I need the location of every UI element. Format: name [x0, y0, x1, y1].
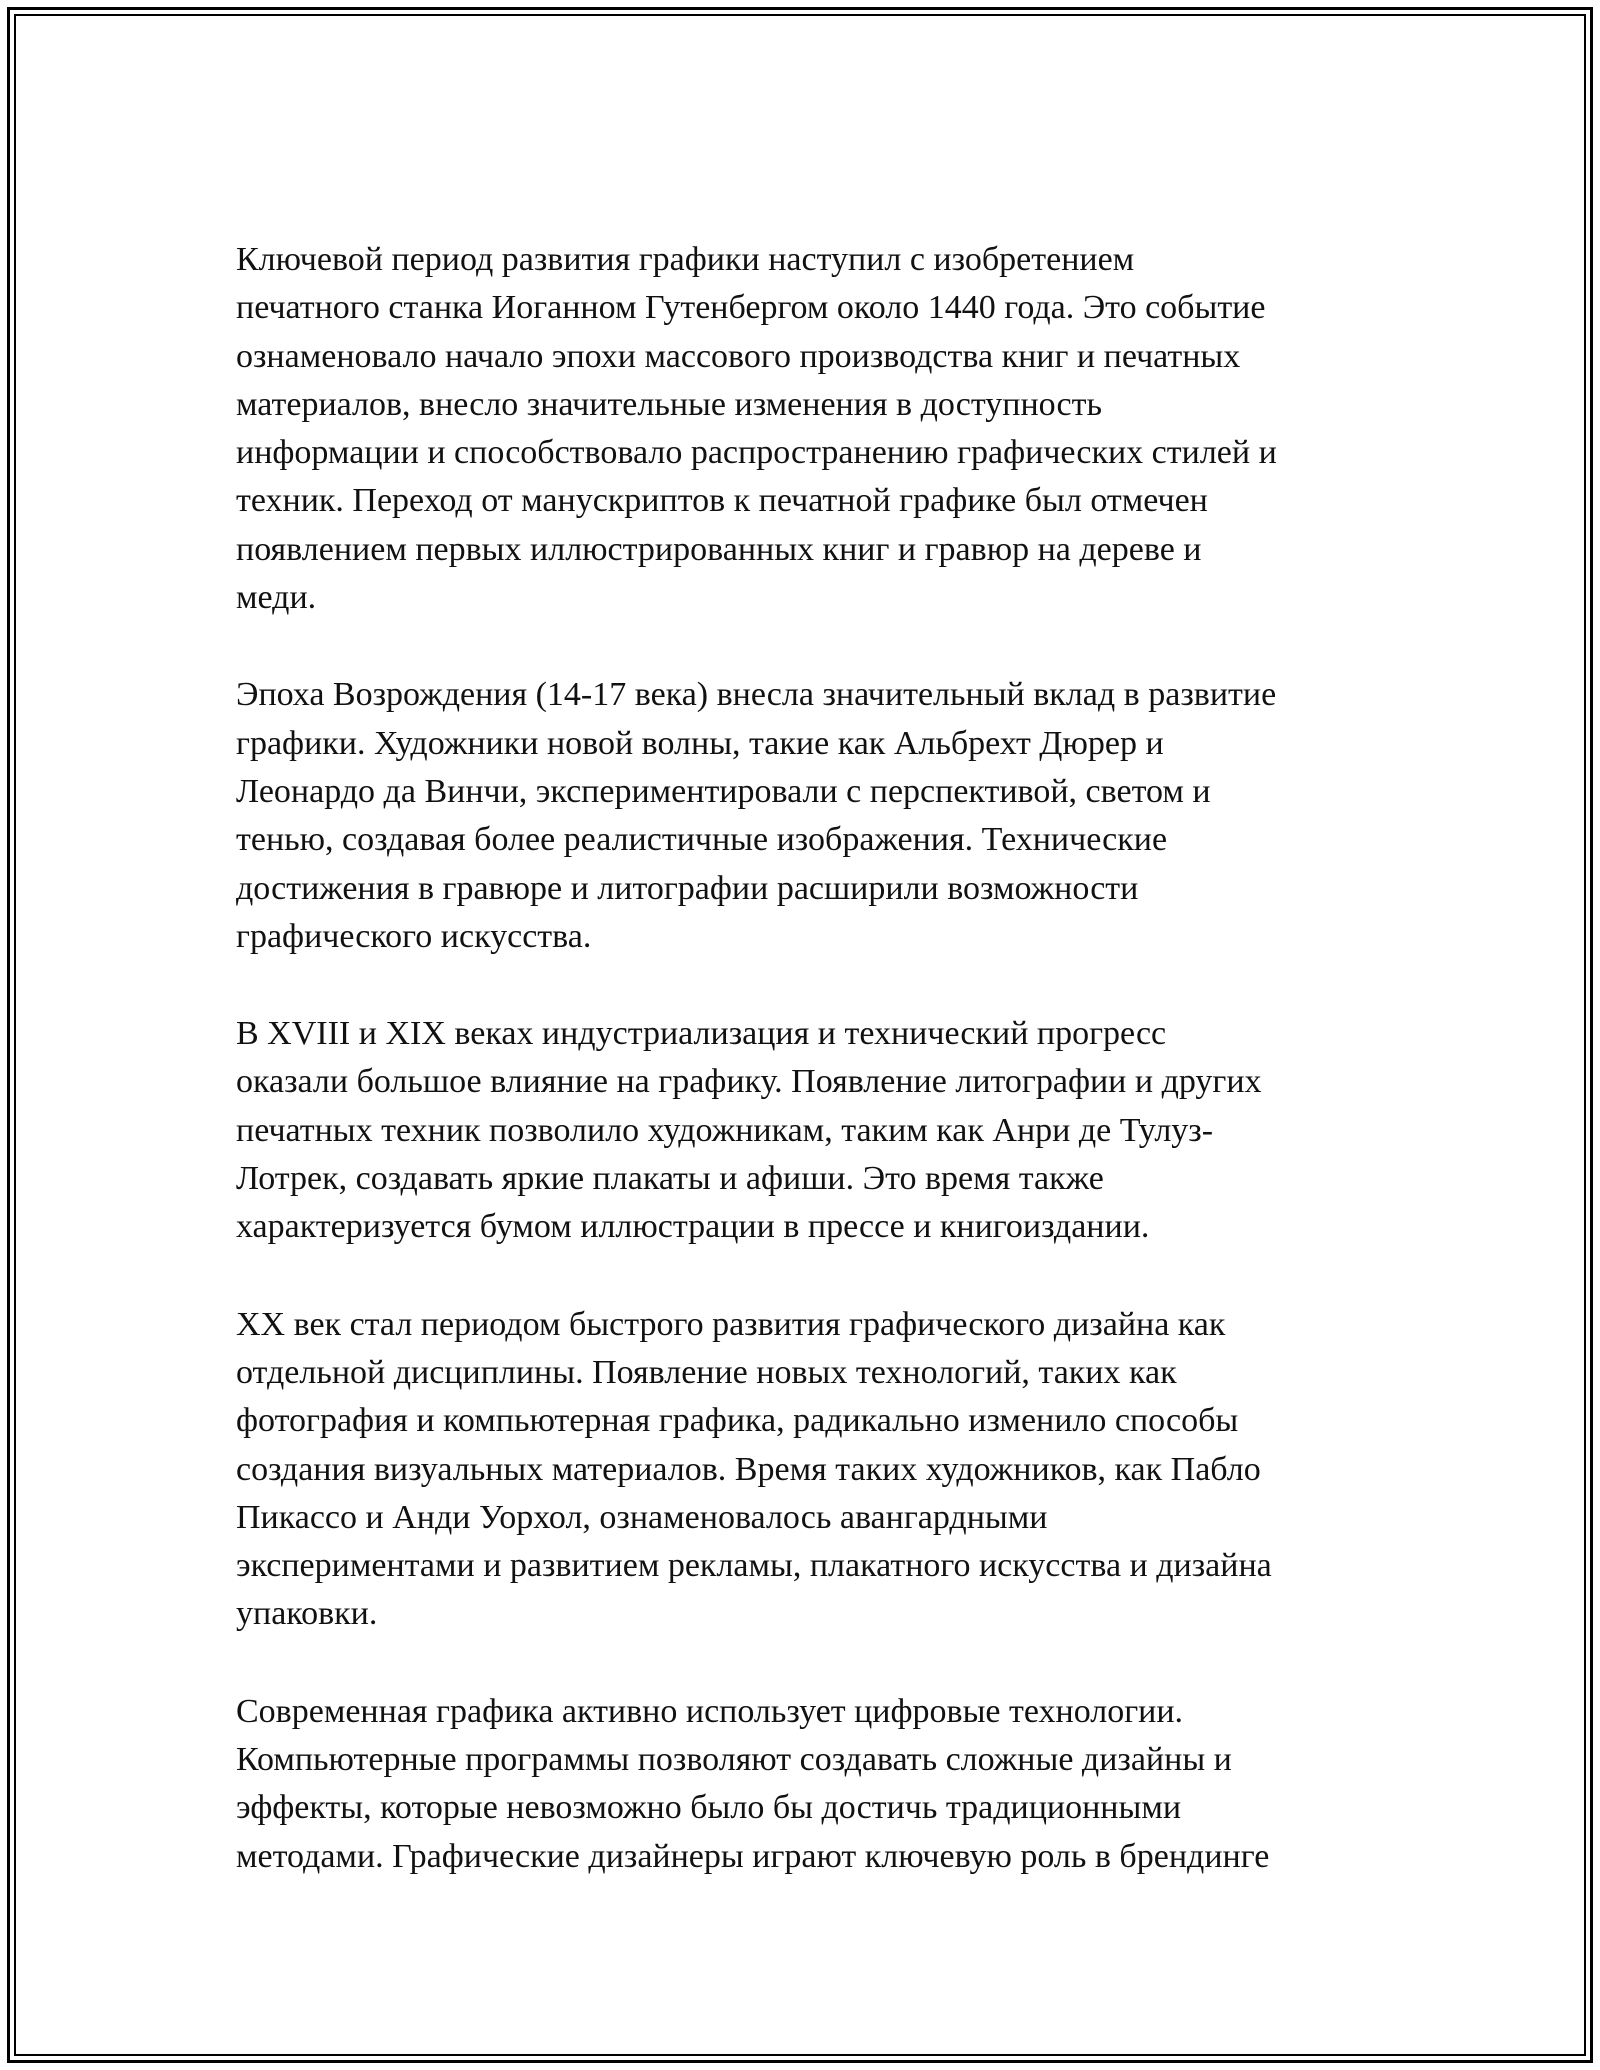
text-line: эффекты, которые невозможно было бы достичь традиционными	[236, 1789, 1182, 1827]
paragraph	[236, 671, 1376, 961]
text-line: меди.	[236, 579, 317, 617]
text-line: печатных техник позволило художникам, таким как Анри де Тулуз-	[236, 1111, 1214, 1149]
text-line: Компьютерные программы позволяют создавать сложные дизайны и	[236, 1741, 1232, 1779]
text-line: ознаменовало начало эпохи массового производства книг и печатных	[236, 337, 1241, 375]
text-line: отдельной дисциплины. Появление новых технологий, таких как	[236, 1353, 1177, 1391]
text-line: графики. Художники новой волны, такие как Альбрехт Дюрер и	[236, 724, 1164, 762]
paragraph	[236, 1688, 1376, 1881]
text-line: графического искусства.	[236, 917, 592, 955]
text-line: Эпоха Возрождения (14-17 века) внесла значительный вклад в развитие	[236, 676, 1277, 714]
document-body	[236, 236, 1376, 1930]
text-line: оказали большое влияние на графику. Появление литографии и других	[236, 1063, 1262, 1101]
text-line: В XVIII и XIX веках индустриализация и технический прогресс	[236, 1015, 1167, 1053]
text-line: XX век стал периодом быстрого развития графического дизайна как	[236, 1305, 1226, 1343]
paragraph	[236, 1301, 1376, 1639]
text-line: упаковки.	[236, 1595, 378, 1633]
text-line: создания визуальных материалов. Время таких художников, как Пабло	[236, 1450, 1261, 1488]
text-line: Пикассо и Анди Уорхол, ознаменовалось авангардными	[236, 1498, 1048, 1536]
text-line: появлением первых иллюстрированных книг и гравюр на дереве и	[236, 530, 1202, 568]
text-line: техник. Переход от манускриптов к печатной графике был отмечен	[236, 482, 1208, 520]
text-line: достижения в гравюре и литографии расширили возможности	[236, 869, 1139, 907]
text-line: печатного станка Иоганном Гутенбергом около 1440 года. Это событие	[236, 289, 1266, 327]
paragraph	[236, 1010, 1376, 1251]
text-line: характеризуется бумом иллюстрации в прессе и книгоиздании.	[236, 1208, 1150, 1246]
text-line: тенью, создавая более реалистичные изображения. Технические	[236, 821, 1168, 859]
text-line: информации и способствовало распространению графических стилей и	[236, 434, 1277, 472]
text-line: Леонардо да Винчи, экспериментировали с перспективой, светом и	[236, 772, 1211, 810]
text-line: Ключевой период развития графики наступил с изобретением	[236, 241, 1135, 278]
text-line: материалов, внесло значительные изменения в доступность	[236, 385, 1102, 423]
text-line: экспериментами и развитием рекламы, плакатного искусства и дизайна	[236, 1547, 1272, 1585]
text-line: фотография и компьютерная графика, радикально изменило способы	[236, 1402, 1239, 1440]
paragraph	[236, 236, 1376, 622]
text-line: Современная графика активно использует цифровые технологии.	[236, 1692, 1184, 1730]
text-line: Лотрек, создавать яркие плакаты и афиши. Это время также	[236, 1160, 1104, 1198]
text-line: методами. Графические дизайнеры играют ключевую роль в брендинге	[236, 1837, 1270, 1875]
